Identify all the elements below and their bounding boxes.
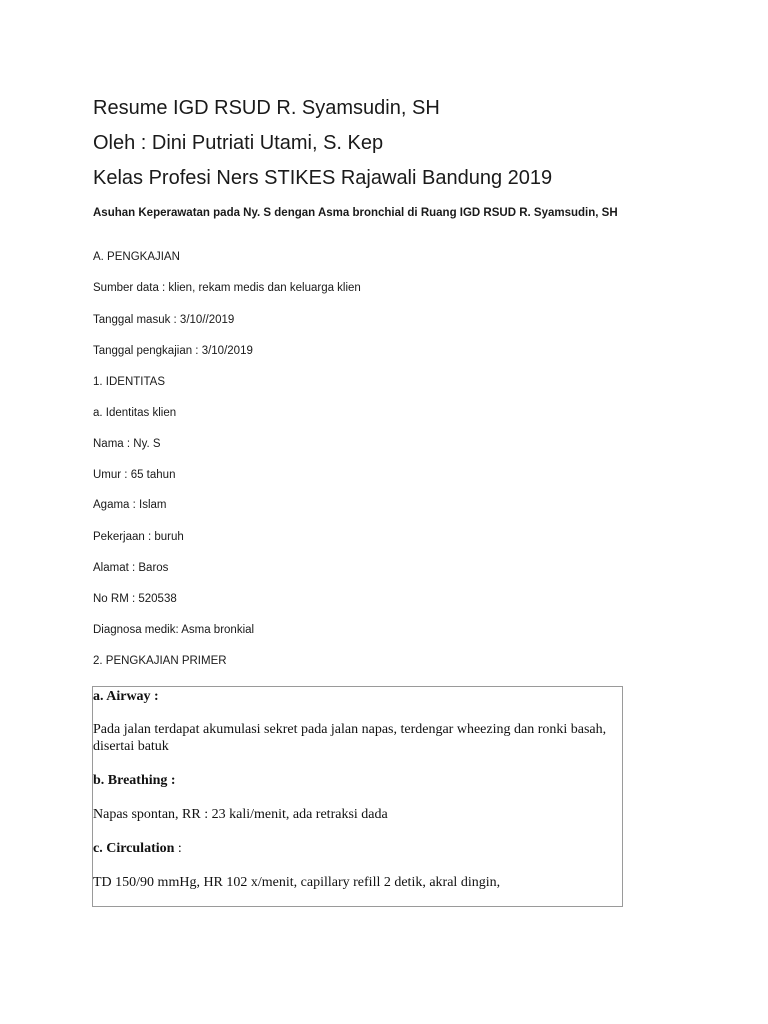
tanggal-masuk: Tanggal masuk : 3/10//2019 [93, 314, 235, 326]
document-title: Resume IGD RSUD R. Syamsudin, SH [93, 97, 440, 119]
breathing-text: Napas spontan, RR : 23 kali/menit, ada retraksi dada [93, 807, 388, 822]
circulation-colon: : [174, 841, 182, 856]
airway-text: Pada jalan terdapat akumulasi sekret pada jalan napas, terdengar wheezing dan ronki basah, disertai batuk [93, 722, 607, 754]
breathing-label: b. Breathing : [93, 773, 176, 788]
document-subtitle: Asuhan Keperawatan pada Ny. S dengan Asma bronchial di Ruang IGD RSUD R. Syamsudin, SH [93, 207, 618, 219]
section-identitas: 1. IDENTITAS [93, 376, 165, 388]
agama: Agama : Islam [93, 499, 167, 511]
umur: Umur : 65 tahun [93, 469, 176, 481]
sumber-data: Sumber data : klien, rekam medis dan keluarga klien [93, 282, 361, 294]
nama: Nama : Ny. S [93, 438, 161, 450]
primary-assessment-box [92, 686, 623, 907]
section-pengkajian-primer: 2. PENGKAJIAN PRIMER [93, 655, 227, 667]
pekerjaan: Pekerjaan : buruh [93, 531, 184, 543]
circulation-label: c. Circulation [93, 841, 175, 856]
author-line: Oleh : Dini Putriati Utami, S. Kep [93, 132, 384, 154]
diagnosa-medik: Diagnosa medik: Asma bronkial [93, 624, 255, 636]
airway-label: a. Airway : [93, 689, 159, 704]
circulation-text: TD 150/90 mmHg, HR 102 x/menit, capillary refill 2 detik, akral dingin, [93, 875, 501, 890]
identitas-klien: a. Identitas klien [93, 407, 177, 419]
section-pengkajian: A. PENGKAJIAN [93, 251, 180, 263]
tanggal-pengkajian: Tanggal pengkajian : 3/10/2019 [93, 345, 253, 357]
alamat: Alamat : Baros [93, 562, 169, 574]
circulation-heading [93, 840, 182, 857]
no-rm: No RM : 520538 [93, 593, 177, 605]
class-line: Kelas Profesi Ners STIKES Rajawali Bandung 2019 [93, 167, 553, 189]
